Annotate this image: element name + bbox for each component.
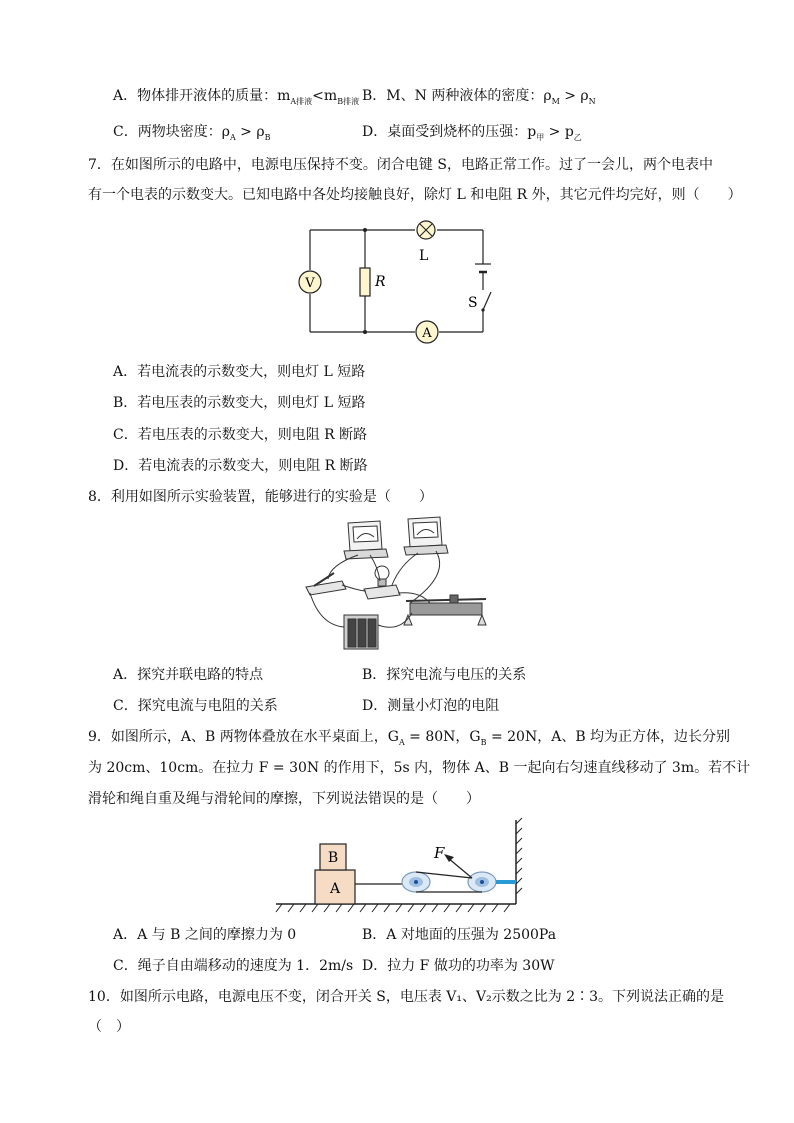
block-a-label: A	[329, 881, 341, 897]
q9-stem1-sub-a: A	[398, 737, 405, 747]
q6-option-c-text: C．两物块密度：ρ	[113, 124, 230, 140]
q9-option-a[interactable]: A．A 与 B 之间的摩擦力为 0	[113, 927, 297, 943]
fixed-pulley	[468, 872, 496, 892]
q7-stem-line2: 有一个电表的示数变大。已知电路中各处均接触良好，除灯 L 和电阻 R 外，其它元件均完好，则（ ）	[88, 187, 742, 203]
q6-option-a-lt: <m	[312, 88, 338, 104]
force-label: F	[434, 844, 445, 862]
resistor-label: R	[375, 274, 386, 290]
q8-option-b[interactable]: B．探究电流与电压的关系	[362, 667, 527, 683]
resistor-r	[360, 268, 370, 296]
q9-pulley-figure	[272, 816, 524, 916]
q10-stem-line2: （ ）	[88, 1019, 130, 1035]
q8-stem: 8．利用如图所示实验装置，能够进行的实验是（ ）	[88, 489, 433, 505]
q9-stem1-a: 9．如图所示，A、B 两物体叠放在水平桌面上，G	[88, 729, 399, 745]
q9-stem-line2: 为 20cm、10cm。在拉力 F = 30N 的作用下，5s 内，物体 A、B 一起向右匀速直线移动了 3m。若不计	[88, 760, 751, 776]
q7-option-b[interactable]: B．若电压表的示数变大，则电灯 L 短路	[113, 395, 366, 411]
lamp-label: L	[419, 248, 429, 264]
q9-option-d[interactable]: D．拉力 F 做功的功率为 30W	[362, 958, 555, 974]
q6-option-a-text: A．物体排开液体的质量：m	[113, 88, 291, 104]
q6-option-b[interactable]	[362, 86, 596, 112]
ammeter-label: A	[422, 326, 432, 341]
voltmeter-label: V	[305, 276, 315, 291]
force-arrow-icon	[444, 854, 454, 862]
q7-circuit-diagram	[295, 218, 505, 348]
q8-option-a[interactable]: A．探究并联电路的特点	[113, 667, 264, 683]
q6-option-c[interactable]	[113, 122, 271, 148]
q9-option-b[interactable]: B．A 对地面的压强为 2500Pa	[362, 927, 557, 943]
q7-option-c[interactable]: C．若电压表的示数变大，则电阻 R 断路	[113, 427, 368, 443]
q9-stem-line3: 滑轮和绳自重及绳与滑轮间的摩擦，下列说法错误的是（ ）	[88, 791, 480, 807]
battery-pack	[344, 615, 378, 649]
q9-stem1-sub-b: B	[480, 737, 487, 747]
q9-option-c[interactable]: C．绳子自由端移动的速度为 1．2m/s	[113, 958, 354, 974]
lamp-l	[417, 221, 435, 239]
q6-option-c-sub1: A	[229, 132, 236, 142]
q6-option-b-gt: > ρ	[559, 88, 589, 104]
q9-stem1-mid: = 80N，G	[404, 729, 481, 745]
q6-option-a-sub2: B排液	[337, 96, 360, 106]
q6-option-a-sub1: A排液	[290, 96, 313, 106]
small-bulb	[364, 566, 400, 599]
ammeter-device	[344, 521, 388, 559]
q6-option-b-sub2: N	[588, 96, 596, 106]
q9-stem-line1	[88, 727, 730, 753]
q8-apparatus-figure	[300, 515, 495, 655]
q7-option-d[interactable]: D．若电流表的示数变大，则电阻 R 断路	[113, 458, 368, 474]
q6-option-d-sub1: 甲	[536, 132, 545, 142]
q7-option-a[interactable]: A．若电流表的示数变大，则电灯 L 短路	[113, 364, 366, 380]
block-b-label: B	[327, 850, 339, 866]
q10-stem-line1: 10．如图所示电路，电源电压不变，闭合开关 S，电压表 V₁、V₂示数之比为 2∶3。下列说法正确的是	[88, 989, 725, 1005]
q6-option-d[interactable]	[362, 122, 582, 148]
movable-pulley	[402, 872, 430, 892]
q6-option-c-gt: > ρ	[235, 124, 265, 140]
q7-stem-line1: 7．在如图所示的电路中，电源电压保持不变。闭合电键 S，电路正常工作。过了一会儿，两个电表中	[88, 157, 713, 173]
q8-option-d[interactable]: D．测量小灯泡的电阻	[362, 698, 500, 714]
q6-option-b-text: B．M、N 两种液体的密度：ρ	[362, 88, 552, 104]
q6-option-d-gt: > p	[544, 124, 574, 140]
q6-option-a[interactable]	[113, 86, 359, 112]
voltmeter-device	[404, 517, 448, 555]
sliding-rheostat	[404, 595, 486, 625]
q6-option-d-sub2: 乙	[573, 132, 582, 142]
q9-stem1-end: = 20N，A、B 均为正方体，边长分别	[486, 729, 731, 745]
knife-switch	[306, 573, 346, 595]
switch-label: S	[468, 295, 478, 311]
q6-option-b-sub1: M	[551, 96, 560, 106]
q6-option-c-sub2: B	[264, 132, 271, 142]
q6-option-d-text: D．桌面受到烧杯的压强：p	[362, 124, 537, 140]
q8-option-c[interactable]: C．探究电流与电阻的关系	[113, 698, 278, 714]
